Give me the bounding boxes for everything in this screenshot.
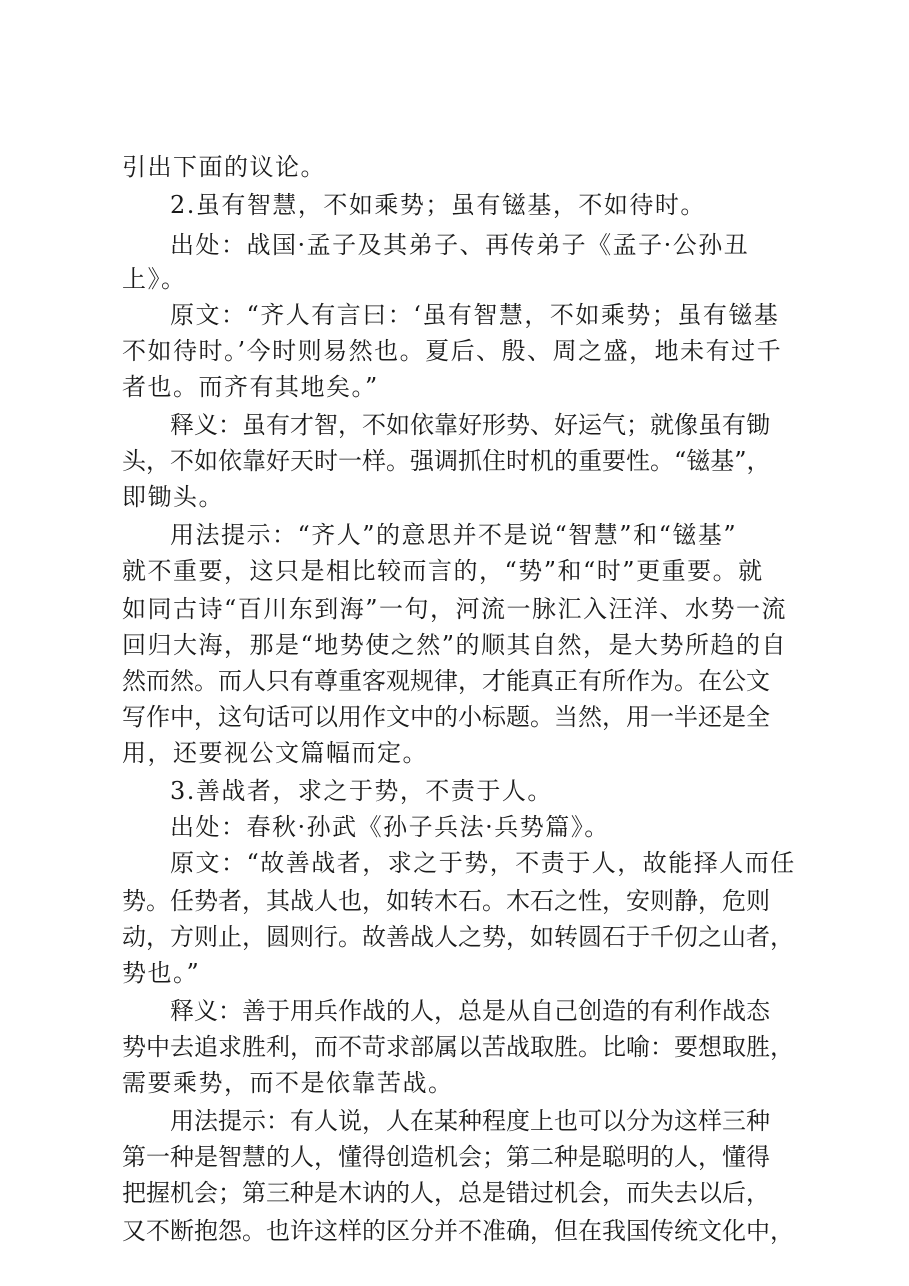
text-line: 把握机会；第三种是木讷的人，总是错过机会，而失去以后， [122,1179,770,1207]
text-line: 释义：善于用兵作战的人，总是从自己创造的有利作战态 [170,997,770,1025]
text-line: 势也。” [122,959,201,987]
text-line: 势中去追求胜利，而不苛求部属以苦战取胜。比喻：要想取胜， [122,1033,794,1061]
text-line: 引出下面的议论。 [122,153,326,181]
text-line: 原文：“齐人有言曰：‘虽有智慧，不如乘势；虽有镃基 [170,301,780,329]
text-line: 用法提示：“齐人”的意思并不是说“智慧”和“镃基” [170,521,738,549]
text-line: 动，方则止，圆则行。故善战人之势，如转圆石于千仞之山者， [122,923,794,951]
text-line: 回归大海，那是“地势使之然”的顺其自然，是大势所趋的自 [122,631,788,659]
text-line: 上》。 [122,265,187,293]
text-line: 用，还要视公文篇幅而定。 [122,739,428,767]
text-line: 不如待时。’今时则易然也。夏后、殷、周之盛，地未有过千 [122,337,783,365]
text-line: 出处：战国·孟子及其弟子、再传弟子《孟子·公孙丑 [170,231,750,259]
text-line: 第一种是智慧的人，懂得创造机会；第二种是聪明的人，懂得 [122,1143,770,1171]
text-line: 3.善战者，求之于势，不责于人。 [170,777,553,805]
text-line: 即锄头。 [122,483,224,511]
text-line: 原文：“故善战者，求之于势，不责于人，故能择人而任 [170,849,796,877]
text-line: 者也。而齐有其地矣。” [122,373,379,401]
text-line: 2.虽有智慧，不如乘势；虽有镃基，不如待时。 [170,191,706,219]
text-line: 就不重要，这只是相比较而言的，“势”和“时”更重要。就 [122,557,764,585]
text-line: 出处：春秋·孙武《孙子兵法·兵势篇》。 [170,813,610,841]
text-line: 用法提示：有人说，人在某种程度上也可以分为这样三种 [170,1107,770,1135]
text-line: 然而然。而人只有尊重客观规律，才能真正有所作为。在公文 [122,667,770,695]
text-line: 需要乘势，而不是依靠苦战。 [122,1069,454,1097]
text-line: 如同古诗“百川东到海”一句，河流一脉汇入汪洋、水势一流 [122,595,788,623]
text-line: 写作中，这句话可以用作文中的小标题。当然，用一半还是全 [122,703,770,731]
text-line: 又不断抱怨。也许这样的区分并不准确，但在我国传统文化中， [122,1217,794,1245]
text-line: 头，不如依靠好天时一样。强调抓住时机的重要性。“镃基”， [122,447,771,475]
text-line: 势。任势者，其战人也，如转木石。木石之性，安则静，危则 [122,887,770,915]
text-line: 释义：虽有才智，不如依靠好形势、好运气；就像虽有锄 [170,411,770,439]
